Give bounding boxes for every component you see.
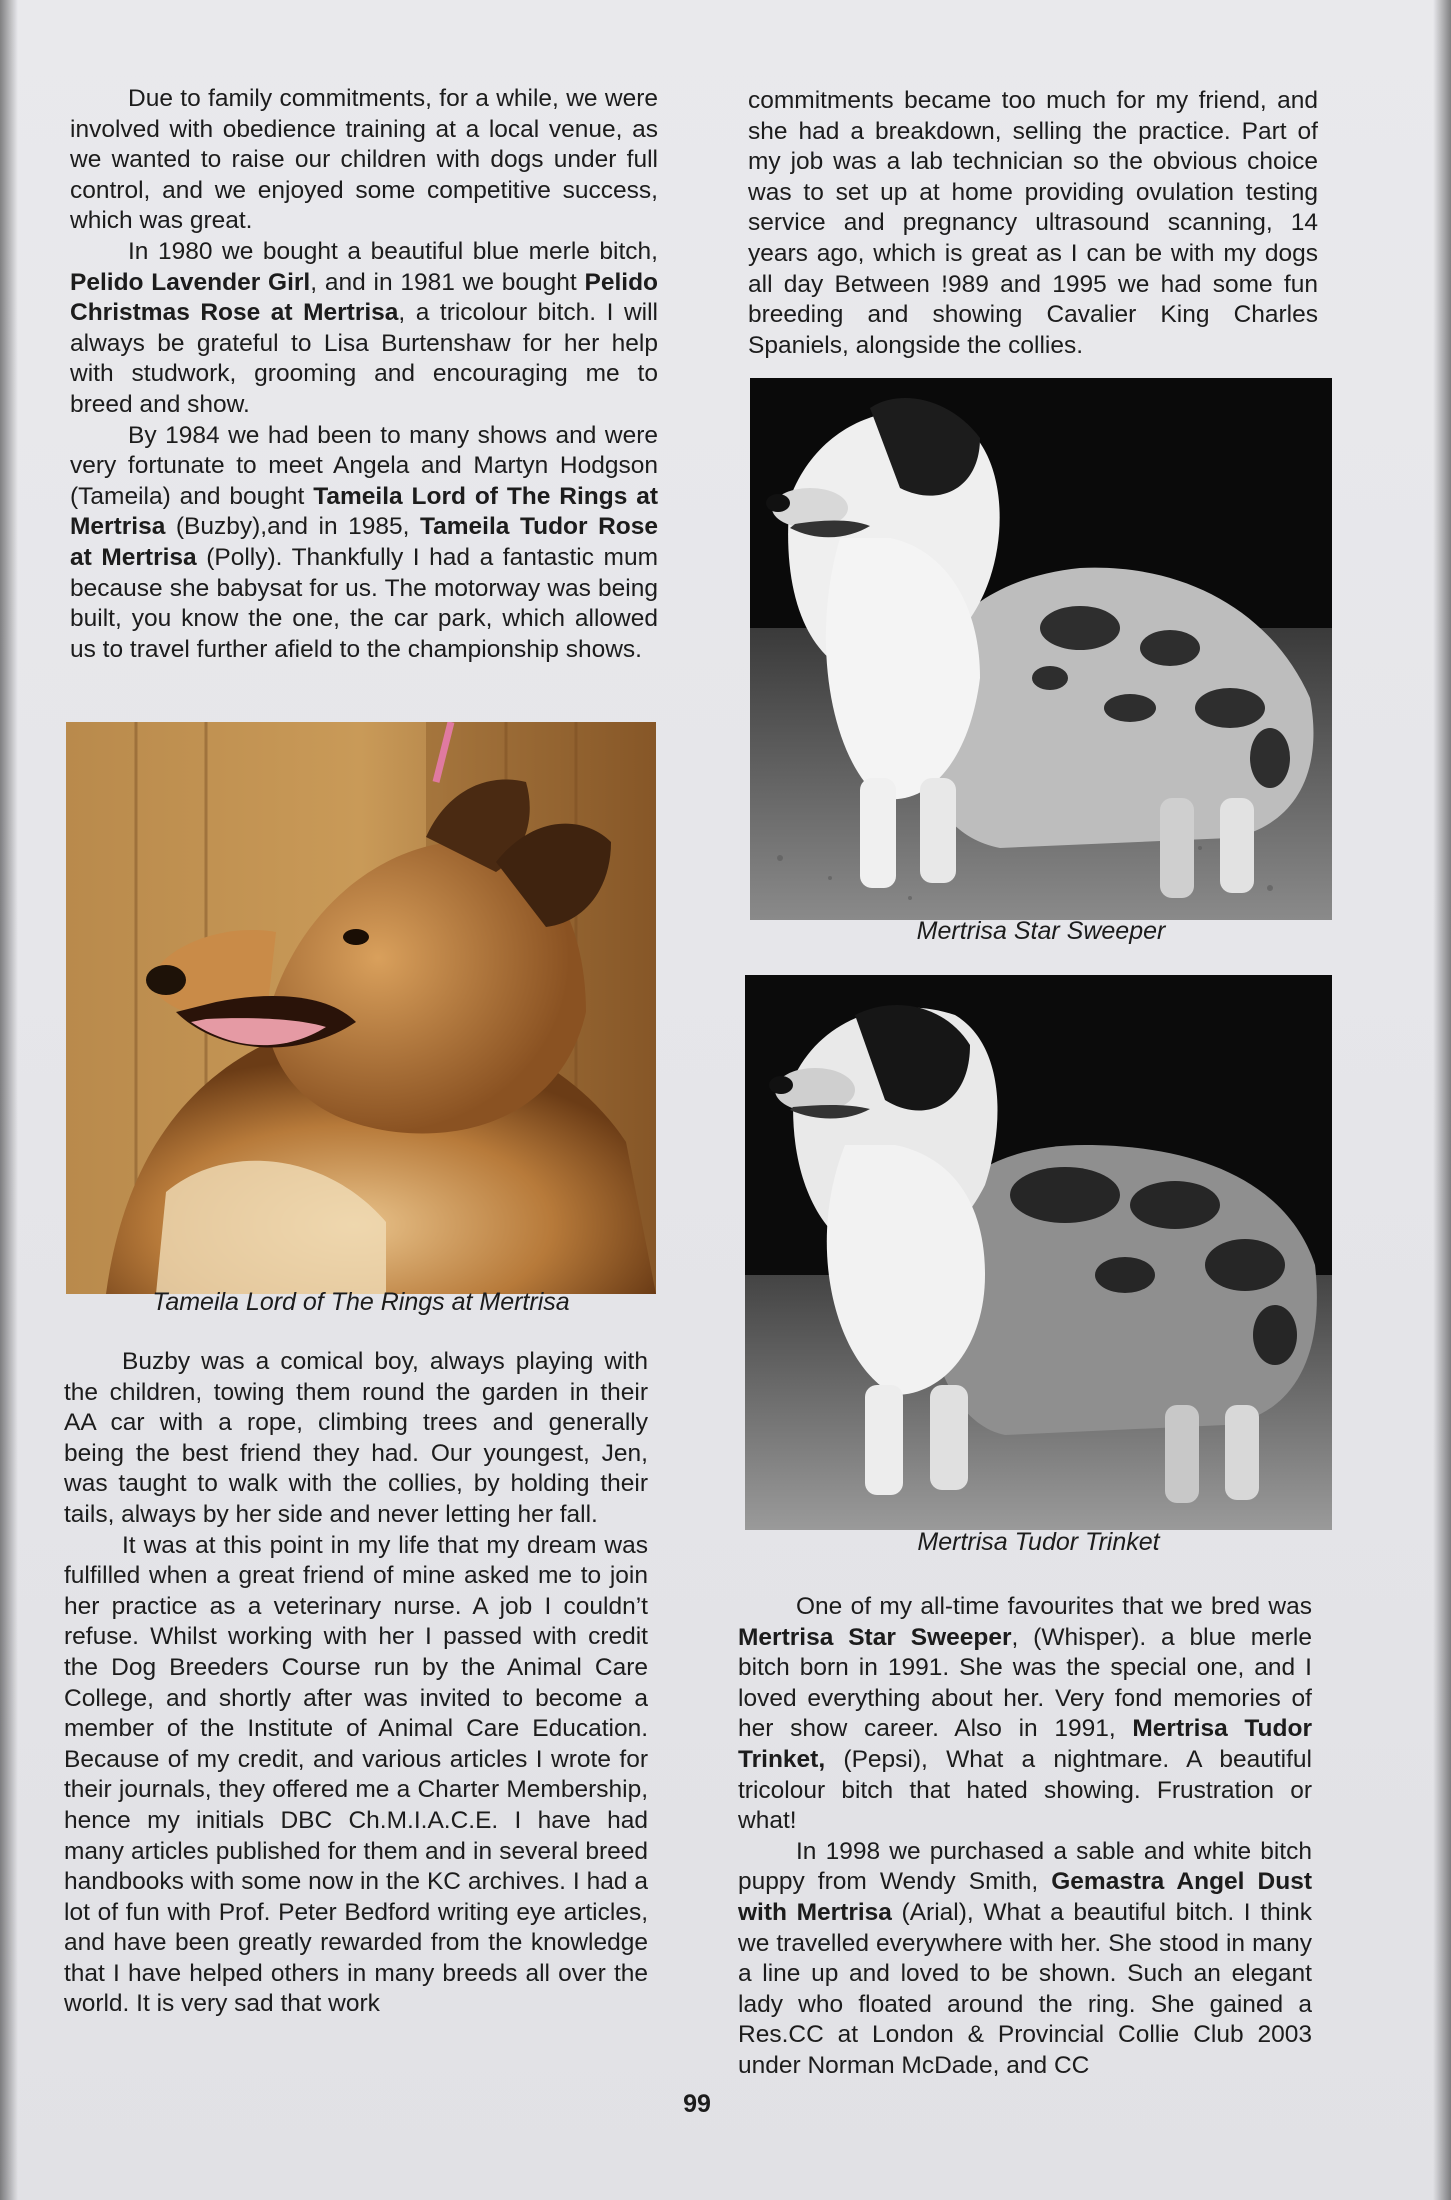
page-shadow-left bbox=[0, 0, 18, 2200]
text-run: (Arial), What a beautiful bitch. I think we travelled everywhere with her. She stood in many a line up and loved to be shown. Such an elegant lady who floated around the ring. She gained a Res.CC at London & Provincial Collie Club 2003 under Norman McDade, and CC bbox=[738, 1898, 1312, 2079]
text-run: By 1984 we had been to many shows and were very fortunate to meet Angela and Martyn Hodgson (Tameila) and bought bbox=[70, 421, 658, 510]
sable-collie-photo bbox=[66, 722, 656, 1294]
paragraph-1984-shows bbox=[70, 421, 658, 666]
sable-collie-illustration bbox=[66, 722, 656, 1294]
star-sweeper-photo bbox=[750, 378, 1332, 920]
dog-name-bold: Mertrisa Tudor Trinket, bbox=[738, 1715, 1312, 1773]
blue-merle-collie-illustration bbox=[750, 378, 1332, 920]
text-run: (Pepsi), What a nightmare. A beautiful tricolour bitch that hated showing. Frustration or what! bbox=[738, 1745, 1312, 1835]
text-run: One of my all-time favourites that we bred was bbox=[796, 1593, 1312, 1620]
tudor-trinket-photo bbox=[745, 975, 1332, 1530]
dog-name-bold: Gemastra Angel Dust with Mertrisa bbox=[738, 1868, 1312, 1926]
paragraph-veterinary-nurse: It was at this point in my life that my dream was fulfilled when a great friend of mine asked me to join her practice as a veterinary nurse. A job I couldn’t refuse. Whilst working with her I passed with credit the Dog Breeders Course run by the Animal Care College, and shortly after was invited to become a member of the Institute of Animal Care Education. Because of my credit, and various articles I wrote for their journals, they offered me a Charter Membership, hence my initials DBC Ch.M.I.A.C.E. I have had many articles published for them and in several breed handbooks with some now in the KC archives. I had a lot of fun with Prof. Peter Bedford writing eye articles, and have been greatly rewarded from the knowledge that I have helped others in many breeds all over the world. It is very sad that work bbox=[64, 1531, 648, 2018]
paragraph-buzby: Buzby was a comical boy, always playing with the children, towing them round the garden in their AA car with a rope, climbing trees and generally being the best friend they had. Our youngest, Jen, was taught to walk with the collies, by holding their tails, always by her side and never letting her fall. bbox=[64, 1348, 648, 1528]
page-shadow-right bbox=[1433, 0, 1451, 2200]
text-run: , (Whisper). a blue merle bitch born in 1991. She was the special one, and I loved everything about her. Very fond memories of her show career. Also in 1991, bbox=[738, 1623, 1312, 1743]
left-column-bottom-text bbox=[64, 1347, 648, 2020]
text-run: (Buzby),and in 1985, bbox=[165, 513, 420, 541]
left-column-top-text bbox=[70, 84, 658, 665]
star-sweeper-caption: Mertrisa Star Sweeper bbox=[916, 917, 1166, 945]
dog-name-bold: Tameila Tudor Rose at Mertrisa bbox=[70, 513, 659, 571]
dog-name-bold: Pelido Christmas Rose at Mertrisa bbox=[70, 268, 658, 327]
tudor-trinket-caption: Mertrisa Tudor Trinket bbox=[917, 1528, 1160, 1556]
dog-name-bold: Mertrisa Star Sweeper bbox=[738, 1623, 1012, 1651]
text-run: In 1998 we purchased a sable and white bitch puppy from Wendy Smith, bbox=[738, 1837, 1312, 1896]
text-run: (Polly). Thankfully I had a fantastic mum because she babysat for us. The motorway was being built, you know the one, the car park, which allowed us to travel further afield to the championship shows. bbox=[70, 543, 658, 663]
sable-collie-caption: Tameila Lord of The Rings at Mertrisa bbox=[152, 1288, 570, 1316]
right-column-top-text bbox=[748, 86, 1318, 361]
dog-name-bold: Pelido Lavender Girl bbox=[70, 268, 311, 296]
text-run: In 1980 we bought a beautiful blue merle bitch, bbox=[128, 237, 658, 265]
dog-name-bold: Tameila Lord of The Rings at Mertrisa bbox=[70, 482, 658, 541]
right-column-bottom-text bbox=[738, 1592, 1312, 2082]
paragraph-1980-purchase bbox=[70, 237, 658, 421]
paragraph-practice-breakdown: commitments became too much for my friend, and she had a breakdown, selling the practice. Part of my job was a lab technician so the obvious choice was to set up at home providing ovulation testing service and pregnancy ultrasound scanning, 14 years ago, which is great as I can be with my dogs all day Between !989 and 1995 we had some fun breeding and showing Cavalier King Charles Spaniels, alongside the collies. bbox=[748, 87, 1318, 359]
paragraph-1998-puppy bbox=[738, 1837, 1312, 2082]
paragraph-all-time-favourites bbox=[738, 1592, 1312, 1837]
paragraph-family-commitments: Due to family commitments, for a while, we were involved with obedience training at a local venue, as we wanted to raise our children with dogs under full control, and we enjoyed some competitive success, which was great. bbox=[70, 85, 658, 235]
tricolour-collie-illustration bbox=[745, 975, 1332, 1530]
text-run: , a tricolour bitch. I will always be grateful to Lisa Burtenshaw for her help with studwork, grooming and encouraging me to breed and show. bbox=[70, 299, 658, 418]
text-run: , and in 1981 we bought bbox=[310, 268, 585, 296]
page-number: 99 bbox=[683, 2090, 711, 2118]
